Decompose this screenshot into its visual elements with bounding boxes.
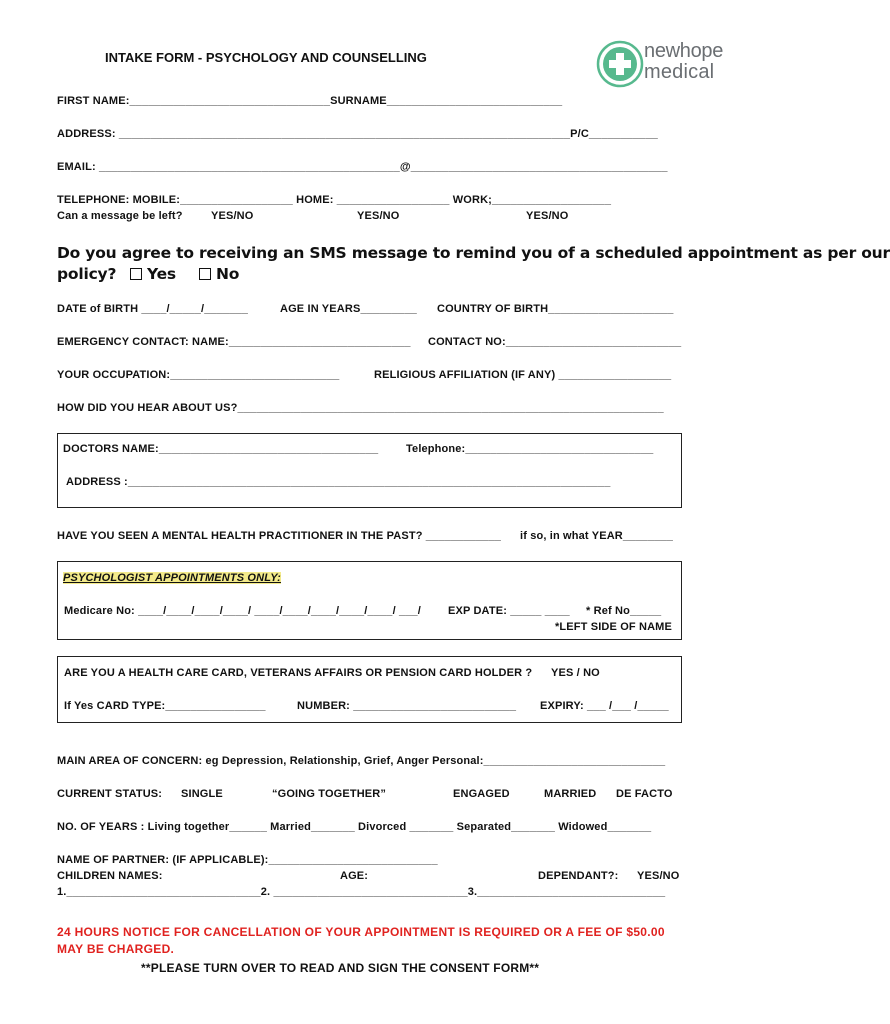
message-question: Can a message be left? — [57, 210, 183, 222]
card-holder-question: ARE YOU A HEALTH CARE CARD, VETERANS AFFAIRS OR PENSION CARD HOLDER ? — [64, 667, 533, 679]
doctor-telephone-field[interactable]: Telephone:______________________________ — [406, 443, 654, 455]
address-row[interactable]: ADDRESS: ________________________________________________________________________P/C___________ — [57, 128, 658, 140]
sms-no-option[interactable] — [199, 265, 239, 283]
doctor-address-field[interactable]: ADDRESS :_____________________________________________________________________________ — [66, 476, 611, 488]
checkbox-icon[interactable] — [199, 268, 211, 280]
religion-field[interactable]: RELIGIOUS AFFILIATION (IF ANY) __________________ — [374, 369, 672, 381]
logo-text-medical: medical — [644, 61, 715, 83]
children-names-label: CHILDREN NAMES: — [57, 870, 163, 882]
sms-question-line2: policy? — [57, 265, 117, 283]
status-going-together[interactable]: “GOING TOGETHER” — [272, 788, 387, 800]
emergency-contact-field[interactable]: CONTACT NO:____________________________ — [428, 336, 682, 348]
exp-date-field[interactable]: EXP DATE: _____ ____ — [448, 605, 570, 617]
left-side-note: *LEFT SIDE OF NAME — [555, 621, 672, 633]
occupation-field[interactable]: YOUR OCCUPATION:___________________________ — [57, 369, 340, 381]
status-label: CURRENT STATUS: — [57, 788, 163, 800]
ref-no-field[interactable]: * Ref No_____ — [586, 605, 662, 617]
sms-no-label: No — [216, 265, 240, 283]
cancellation-notice-line2: MAY BE CHARGED. — [57, 942, 175, 956]
age-field[interactable]: AGE IN YEARS_________ — [280, 303, 417, 315]
doctor-name-field[interactable]: DOCTORS NAME:___________________________________ — [63, 443, 379, 455]
sms-question: Do you agree to receiving an SMS message to remind you of a scheduled appointment as per our — [57, 244, 890, 262]
home-yes-no[interactable]: YES/NO — [357, 210, 400, 222]
psychologist-heading — [63, 572, 281, 584]
country-field[interactable]: COUNTRY OF BIRTH____________________ — [437, 303, 674, 315]
children-lines[interactable]: 1._______________________________2. _______________________________3.______________________________ — [57, 886, 666, 898]
turn-over-note: **PLEASE TURN OVER TO READ AND SIGN THE CONSENT FORM** — [141, 961, 540, 975]
status-married[interactable]: MARRIED — [544, 788, 597, 800]
mental-health-year[interactable]: if so, in what YEAR________ — [520, 530, 674, 542]
form-title: INTAKE FORM - PSYCHOLOGY AND COUNSELLING — [105, 50, 427, 65]
checkbox-icon[interactable] — [130, 268, 142, 280]
email-row[interactable]: EMAIL: ________________________________________________@_________________________________________ — [57, 161, 668, 173]
hear-about-field[interactable]: HOW DID YOU HEAR ABOUT US?____________________________________________________________________ — [57, 402, 664, 414]
sms-yes-option[interactable] — [130, 265, 176, 283]
card-number-field[interactable]: NUMBER: __________________________ — [297, 700, 517, 712]
partner-name-field[interactable]: NAME OF PARTNER: (IF APPLICABLE):___________________________ — [57, 854, 438, 866]
mobile-yes-no[interactable]: YES/NO — [211, 210, 254, 222]
logo-text-newhope: newhope — [644, 40, 724, 62]
status-engaged[interactable]: ENGAGED — [453, 788, 510, 800]
psychologist-heading-text: PSYCHOLOGIST APPOINTMENTS ONLY: — [63, 572, 281, 584]
children-age-label: AGE: — [340, 870, 369, 882]
card-expiry-field[interactable]: EXPIRY: ___ /___ /_____ — [540, 700, 669, 712]
years-field[interactable]: NO. OF YEARS : Living together______ Married_______ Divorced _______ Separated_______ Widowed_______ — [57, 821, 652, 833]
dob-field[interactable]: DATE of BIRTH ____/_____/_______ — [57, 303, 249, 315]
dependant-label: DEPENDANT?: — [538, 870, 619, 882]
sms-yes-label: Yes — [147, 265, 176, 283]
work-yes-no[interactable]: YES/NO — [526, 210, 569, 222]
card-type-field[interactable]: If Yes CARD TYPE:________________ — [64, 700, 266, 712]
card-yes-no[interactable]: YES / NO — [551, 667, 600, 679]
main-concern-field[interactable]: MAIN AREA OF CONCERN: eg Depression, Relationship, Grief, Anger Personal:_____________________________ — [57, 755, 666, 767]
medicare-field[interactable]: Medicare No: ____/____/____/____/ ____/____/____/____/____/ ___/ — [64, 605, 421, 617]
emergency-name-field[interactable]: EMERGENCY CONTACT: NAME:_____________________________ — [57, 336, 411, 348]
mental-health-question[interactable]: HAVE YOU SEEN A MENTAL HEALTH PRACTITIONER IN THE PAST? ____________ — [57, 530, 501, 542]
name-row[interactable]: FIRST NAME:________________________________SURNAME____________________________ — [57, 95, 563, 107]
cancellation-notice: 24 HOURS NOTICE FOR CANCELLATION OF YOUR APPOINTMENT IS REQUIRED OR A FEE OF $50.00 — [57, 925, 665, 939]
newhope-medical-logo — [596, 40, 746, 90]
cross-logo-icon — [596, 40, 644, 88]
telephone-row[interactable]: TELEPHONE: MOBILE:__________________ HOME: __________________ WORK;___________________ — [57, 194, 612, 206]
status-de-facto[interactable]: DE FACTO — [616, 788, 673, 800]
status-single[interactable]: SINGLE — [181, 788, 223, 800]
dependant-yes-no[interactable]: YES/NO — [637, 870, 680, 882]
